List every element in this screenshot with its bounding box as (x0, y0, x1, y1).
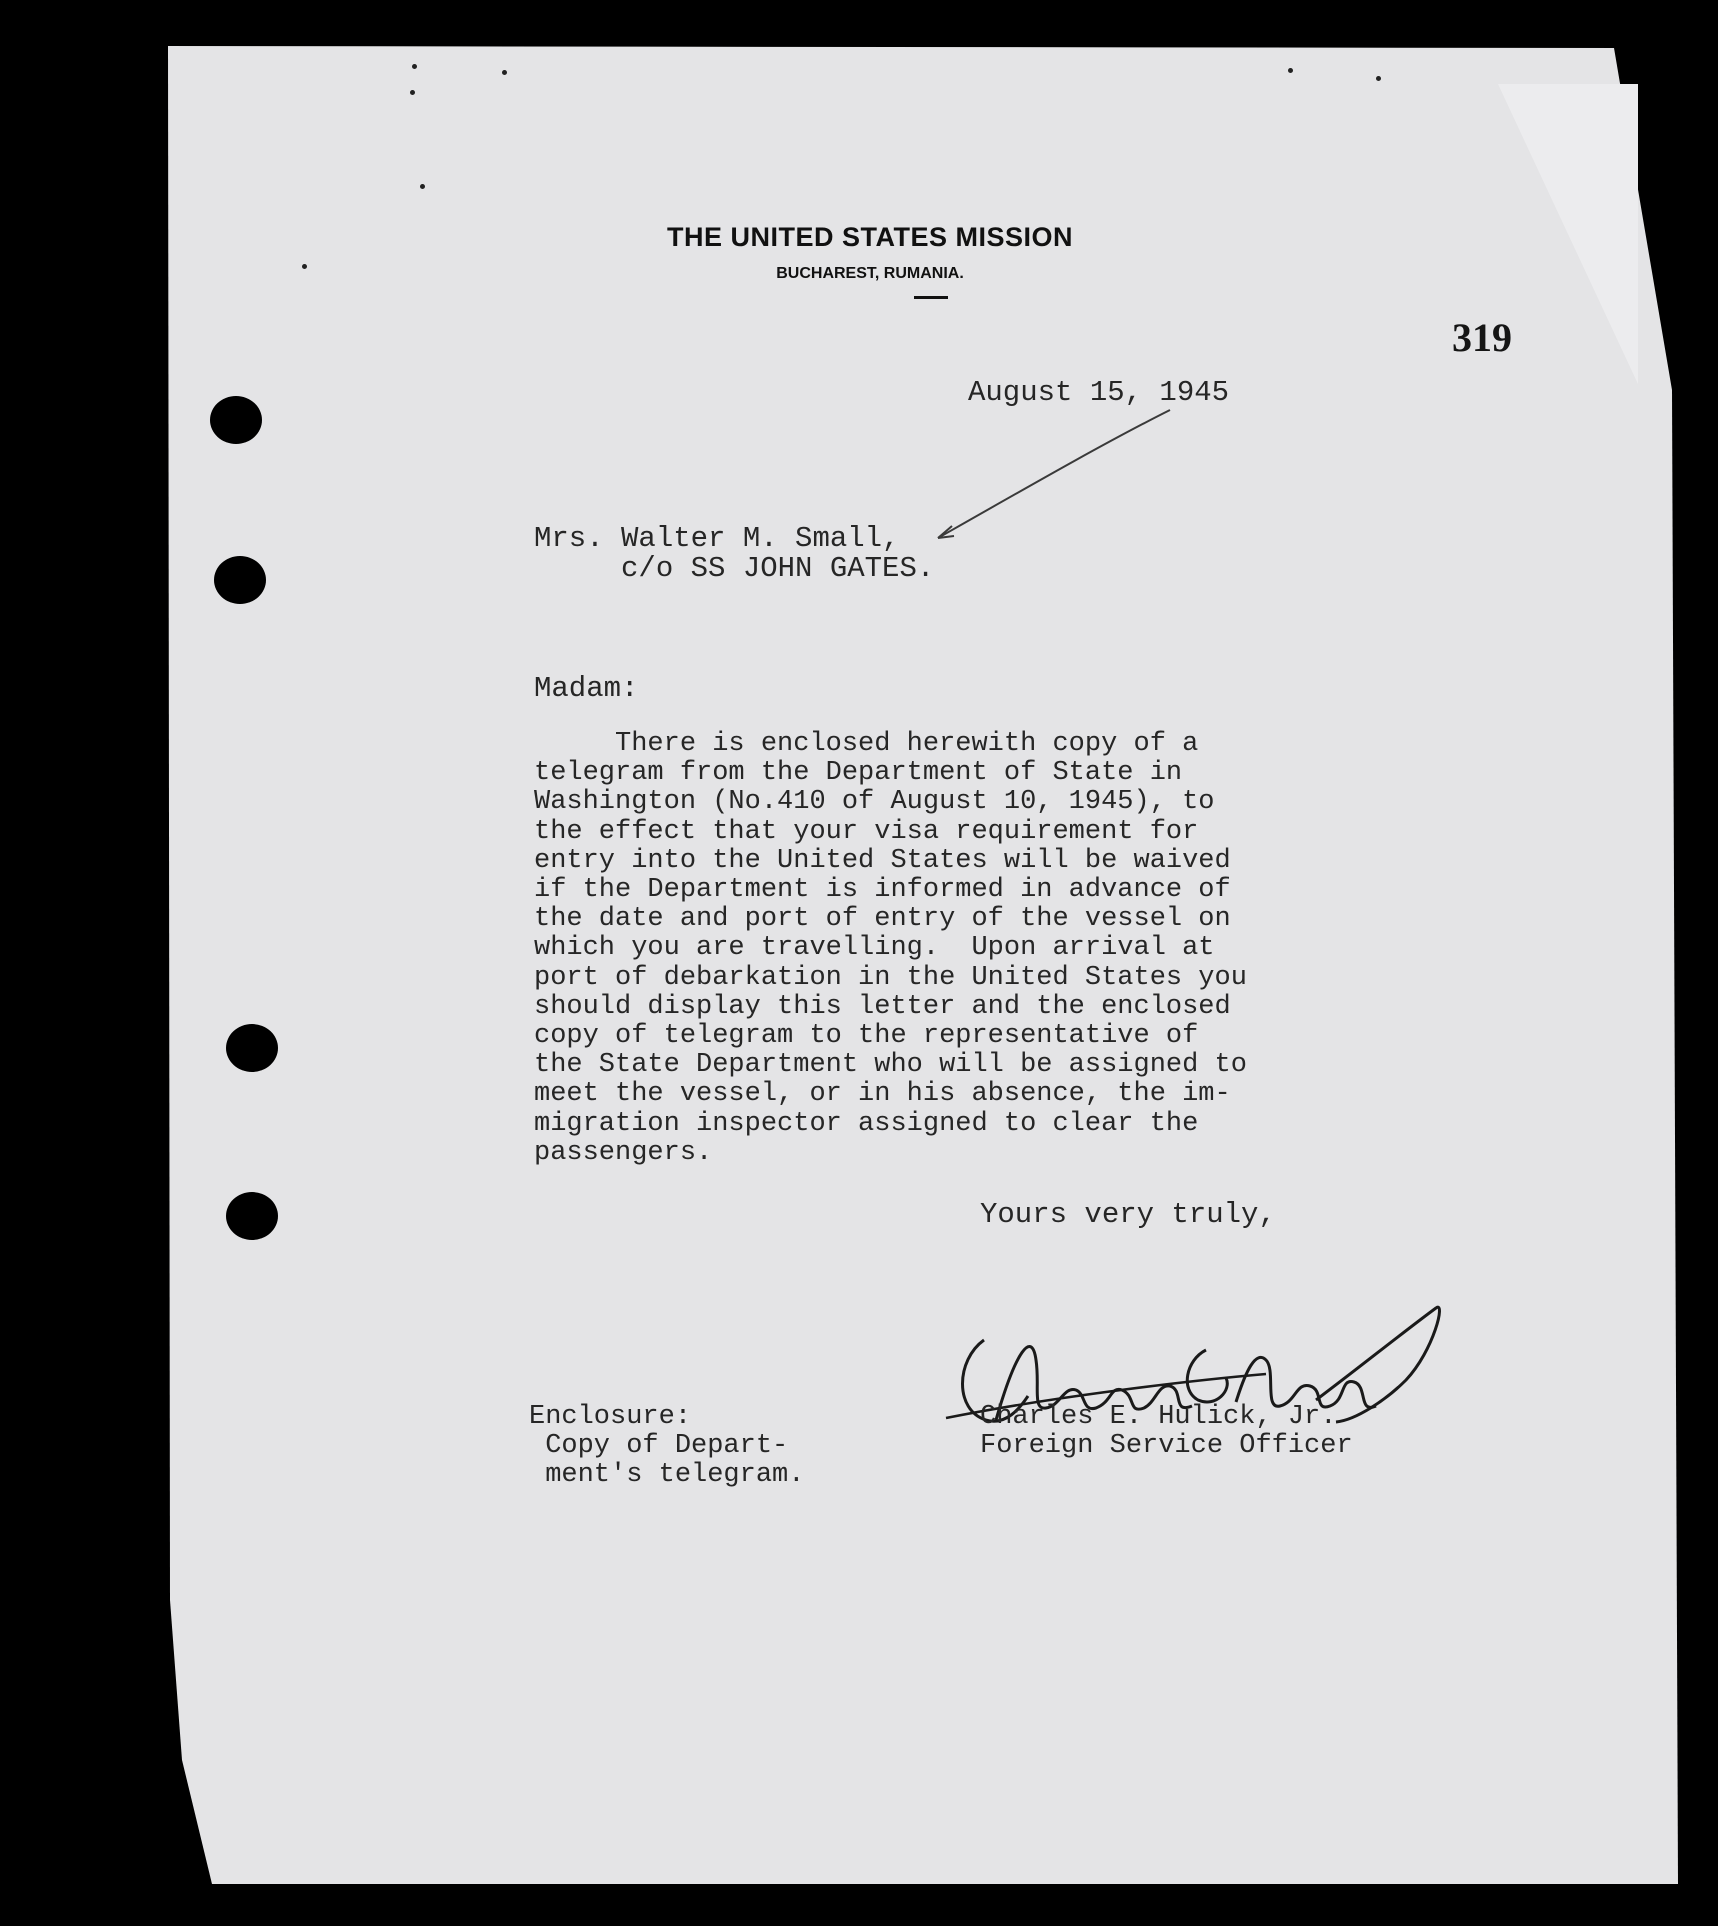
paper-speck (412, 64, 417, 69)
page-number: 319 (1452, 315, 1512, 360)
body-line: copy of telegram to the representative of (534, 1021, 1199, 1052)
punch-hole (226, 1192, 278, 1240)
paper-speck (302, 264, 307, 269)
recipient-line: Mrs. Walter M. Small, (534, 522, 900, 555)
body-line: the effect that your visa requirement for (534, 816, 1199, 847)
body-line: port of debarkation in the United States you (534, 962, 1247, 993)
body-line: entry into the United States will be waived (534, 845, 1231, 876)
enclosure-line: Copy of Depart- (529, 1431, 789, 1461)
body-line: Washington (No.410 of August 10, 1945), to (534, 787, 1215, 818)
paper-speck (410, 90, 415, 95)
paper-speck (502, 70, 507, 75)
paper-speck (1376, 76, 1381, 81)
closing: Yours very truly, (980, 1198, 1276, 1231)
body-line: migration inspector assigned to clear the (534, 1108, 1199, 1139)
signer-name: Charles E. Hulick, Jr. (980, 1402, 1337, 1432)
body-line: passengers. (534, 1137, 713, 1168)
body-line: the State Department who will be assigned to (534, 1050, 1247, 1081)
letterhead-subtitle: BUCHAREST, RUMANIA. (776, 265, 964, 282)
letterhead-rule (914, 296, 948, 299)
punch-hole (226, 1024, 278, 1072)
punch-hole (214, 556, 266, 604)
letter-body (534, 730, 1247, 1168)
salutation: Madam: (534, 672, 639, 705)
body-line: if the Department is informed in advance of (534, 875, 1231, 906)
enclosure-note (529, 1403, 804, 1490)
pencil-arrow-mark (930, 400, 1190, 550)
body-line: telegram from the Department of State in (534, 758, 1183, 789)
body-line: which you are travelling. Upon arrival at (534, 933, 1215, 964)
letter-date: August 15, 1945 (968, 376, 1230, 409)
punch-hole (210, 396, 262, 444)
enclosure-line: ment's telegram. (529, 1460, 805, 1490)
letterhead-title: THE UNITED STATES MISSION (666, 222, 1074, 252)
body-line: should display this letter and the enclosed (534, 991, 1231, 1022)
signer-block (980, 1403, 1353, 1461)
enclosure-label: Enclosure: (529, 1402, 692, 1432)
body-line: the date and port of entry of the vessel on (534, 904, 1231, 935)
signer-title: Foreign Service Officer (980, 1431, 1353, 1461)
paper-speck (1288, 68, 1293, 73)
body-line: There is enclosed herewith copy of a (534, 729, 1199, 759)
recipient-line: c/o SS JOHN GATES. (534, 552, 935, 585)
body-line: meet the vessel, or in his absence, the im- (534, 1079, 1231, 1110)
paper-speck (420, 184, 425, 189)
recipient-address (534, 524, 934, 584)
